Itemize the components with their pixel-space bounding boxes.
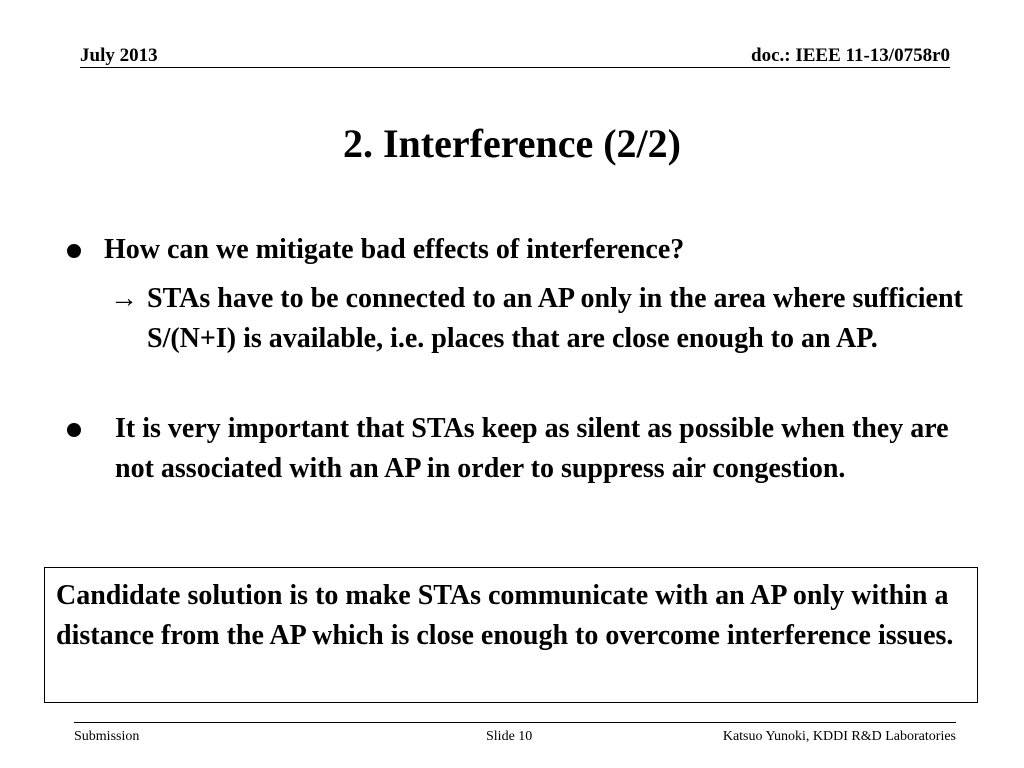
header-divider bbox=[80, 67, 950, 68]
bullet-text: How can we mitigate bad effects of interference? bbox=[104, 234, 685, 265]
bullet-item bbox=[67, 409, 957, 489]
footer-submission: Submission bbox=[74, 729, 140, 744]
slide-title: 2. Interference (2/2) bbox=[342, 121, 681, 166]
bullet-dot-icon bbox=[67, 423, 81, 437]
bullet-text: It is very important that STAs keep as silent as possible when they are not associated with an AP in order to suppress air congestion. bbox=[115, 413, 949, 484]
header-date: July 2013 bbox=[80, 45, 158, 66]
callout-box bbox=[44, 567, 978, 703]
footer-author: Katsuo Yunoki, KDDI R&D Laboratories bbox=[722, 729, 956, 744]
footer-slide-number: Slide 10 bbox=[486, 729, 533, 744]
bullet-dot-icon bbox=[67, 244, 81, 258]
footer-divider bbox=[74, 722, 956, 723]
sub-bullet-item bbox=[110, 279, 970, 359]
right-arrow-icon: → bbox=[110, 283, 138, 314]
callout-text: Candidate solution is to make STAs communicate with an AP only within a distance from the AP which is close enough to overcome interference issues. bbox=[56, 580, 954, 651]
header-doc-id: doc.: IEEE 11-13/0758r0 bbox=[751, 45, 950, 66]
sub-bullet-text: STAs have to be connected to an AP only in the area where sufficient S/(N+I) is available, i.e. places that are close enough to an AP. bbox=[147, 283, 963, 354]
